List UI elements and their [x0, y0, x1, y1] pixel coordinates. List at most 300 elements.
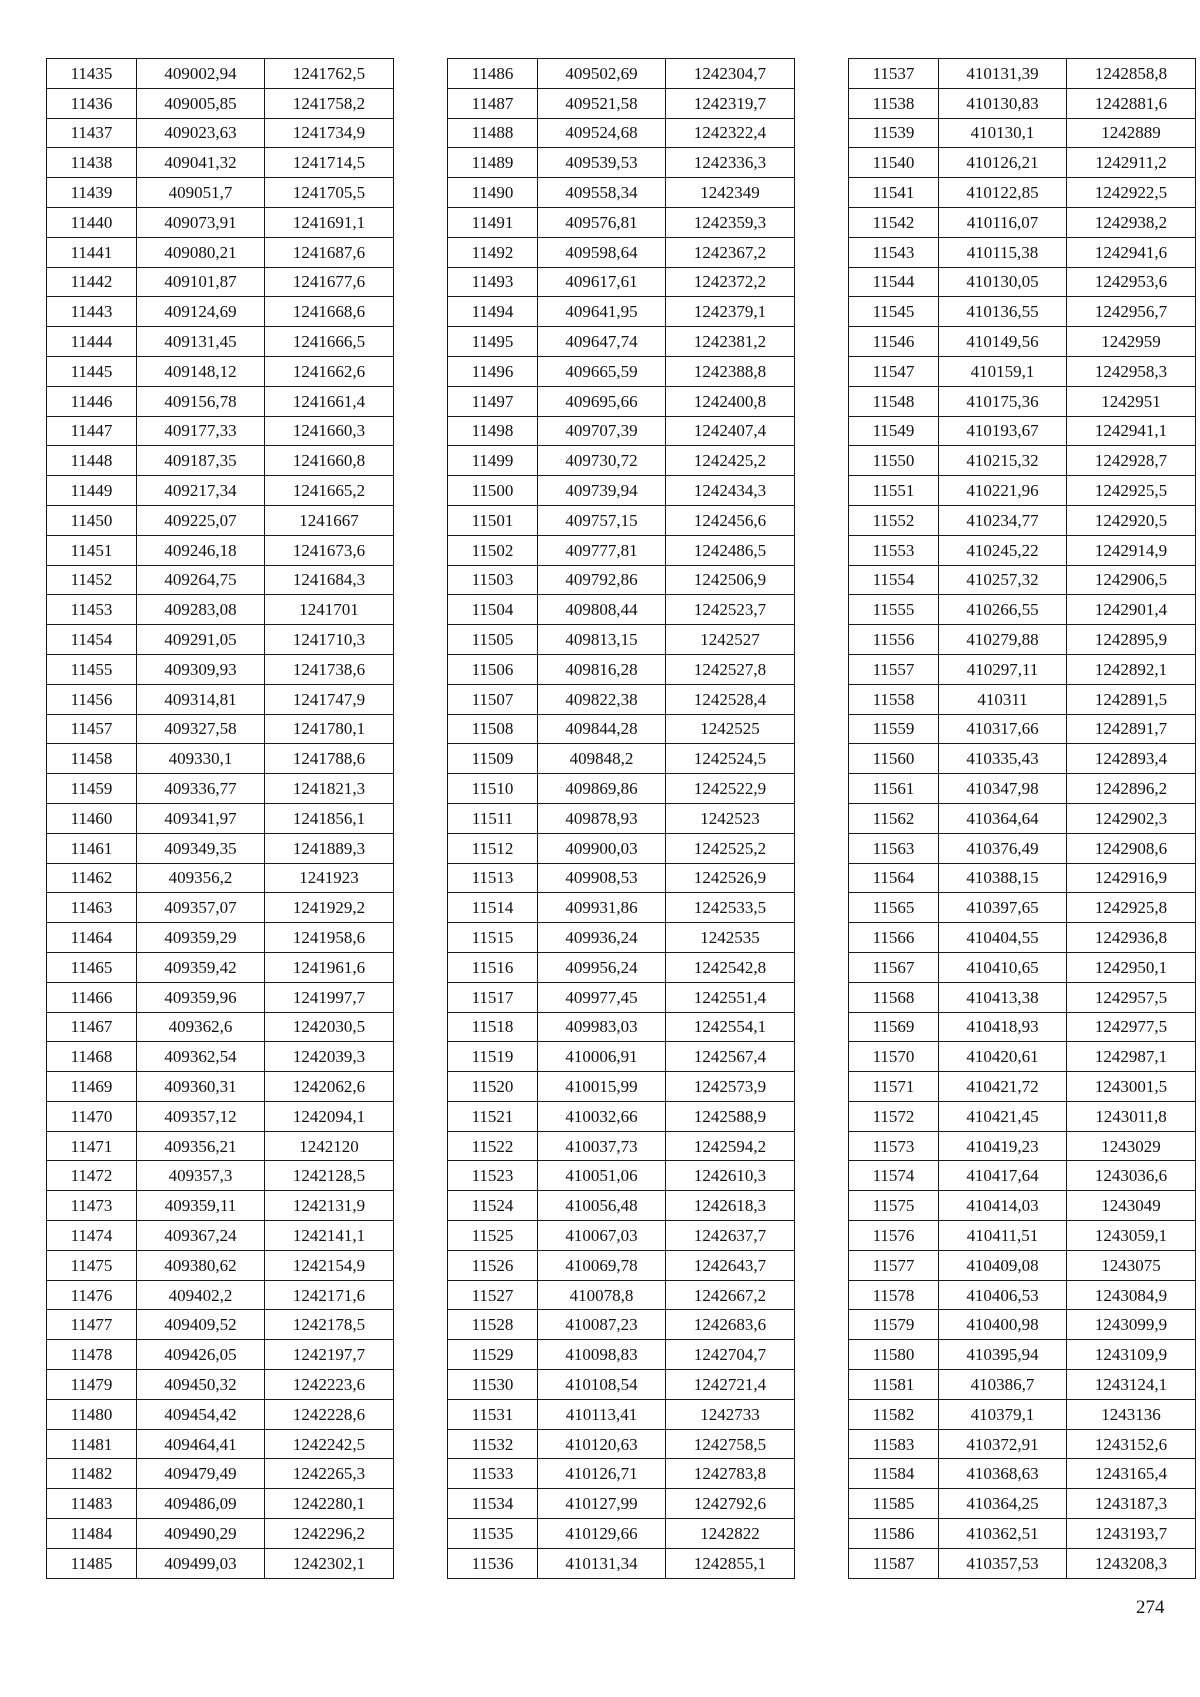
table-row [849, 1519, 1196, 1549]
table-row [448, 416, 795, 446]
y-coordinate-cell: 1241687,6 [265, 237, 394, 267]
point-number-cell: 11497 [448, 386, 538, 416]
y-coordinate-cell: 1242704,7 [666, 1340, 795, 1370]
x-coordinate-cell: 409023,63 [137, 118, 265, 148]
y-coordinate-cell: 1242567,4 [666, 1042, 795, 1072]
table-row [849, 863, 1196, 893]
point-number-cell: 11467 [47, 1012, 137, 1042]
table-row [448, 982, 795, 1012]
y-coordinate-cell: 1243136 [1067, 1399, 1196, 1429]
point-number-cell: 11473 [47, 1191, 137, 1221]
x-coordinate-cell: 410413,38 [939, 982, 1067, 1012]
x-coordinate-cell: 409264,75 [137, 565, 265, 595]
x-coordinate-cell: 410006,91 [538, 1042, 666, 1072]
x-coordinate-cell: 410037,73 [538, 1131, 666, 1161]
y-coordinate-cell: 1242959 [1067, 327, 1196, 357]
table-row [849, 1101, 1196, 1131]
x-coordinate-cell: 410406,53 [939, 1280, 1067, 1310]
y-coordinate-cell: 1242525 [666, 714, 795, 744]
point-number-cell: 11504 [448, 595, 538, 625]
table-row [448, 625, 795, 655]
y-coordinate-cell: 1242643,7 [666, 1250, 795, 1280]
x-coordinate-cell: 410421,72 [939, 1072, 1067, 1102]
point-number-cell: 11558 [849, 684, 939, 714]
point-number-cell: 11573 [849, 1131, 939, 1161]
table-row [47, 267, 394, 297]
table-row [849, 356, 1196, 386]
point-number-cell: 11459 [47, 774, 137, 804]
table-row [849, 207, 1196, 237]
point-number-cell: 11453 [47, 595, 137, 625]
y-coordinate-cell: 1241923 [265, 863, 394, 893]
x-coordinate-cell: 409148,12 [137, 356, 265, 386]
x-coordinate-cell: 409499,03 [137, 1548, 265, 1578]
table-row [47, 923, 394, 953]
table-row [47, 595, 394, 625]
y-coordinate-cell: 1241667 [265, 505, 394, 535]
point-number-cell: 11465 [47, 952, 137, 982]
y-coordinate-cell: 1242721,4 [666, 1370, 795, 1400]
y-coordinate-cell: 1242901,4 [1067, 595, 1196, 625]
y-coordinate-cell: 1242434,3 [666, 476, 795, 506]
table-row [849, 416, 1196, 446]
point-number-cell: 11537 [849, 59, 939, 89]
x-coordinate-cell: 410419,23 [939, 1131, 1067, 1161]
x-coordinate-cell: 409177,33 [137, 416, 265, 446]
table-row [448, 1280, 795, 1310]
x-coordinate-cell: 410347,98 [939, 774, 1067, 804]
point-number-cell: 11452 [47, 565, 137, 595]
point-number-cell: 11585 [849, 1489, 939, 1519]
table-row [47, 476, 394, 506]
x-coordinate-cell: 409359,42 [137, 952, 265, 982]
table-row [849, 59, 1196, 89]
x-coordinate-cell: 410297,11 [939, 654, 1067, 684]
table-row [47, 178, 394, 208]
table-row [448, 476, 795, 506]
point-number-cell: 11501 [448, 505, 538, 535]
point-number-cell: 11551 [849, 476, 939, 506]
y-coordinate-cell: 1242527 [666, 625, 795, 655]
y-coordinate-cell: 1242304,7 [666, 59, 795, 89]
x-coordinate-cell: 410159,1 [939, 356, 1067, 386]
y-coordinate-cell: 1241929,2 [265, 893, 394, 923]
x-coordinate-cell: 410130,1 [939, 118, 1067, 148]
table-row [849, 654, 1196, 684]
x-coordinate-cell: 410317,66 [939, 714, 1067, 744]
point-number-cell: 11476 [47, 1280, 137, 1310]
x-coordinate-cell: 409131,45 [137, 327, 265, 357]
y-coordinate-cell: 1241673,6 [265, 535, 394, 565]
x-coordinate-cell: 409402,2 [137, 1280, 265, 1310]
y-coordinate-cell: 1242154,9 [265, 1250, 394, 1280]
point-number-cell: 11566 [849, 923, 939, 953]
table-row [47, 1042, 394, 1072]
x-coordinate-cell: 409931,86 [538, 893, 666, 923]
point-number-cell: 11571 [849, 1072, 939, 1102]
y-coordinate-cell: 1242893,4 [1067, 744, 1196, 774]
y-coordinate-cell: 1241889,3 [265, 833, 394, 863]
table-row [448, 237, 795, 267]
x-coordinate-cell: 409336,77 [137, 774, 265, 804]
table-row [448, 1012, 795, 1042]
point-number-cell: 11529 [448, 1340, 538, 1370]
y-coordinate-cell: 1242197,7 [265, 1340, 394, 1370]
y-coordinate-cell: 1242094,1 [265, 1101, 394, 1131]
table-row [448, 1101, 795, 1131]
x-coordinate-cell: 410388,15 [939, 863, 1067, 893]
y-coordinate-cell: 1242916,9 [1067, 863, 1196, 893]
table-row [849, 1340, 1196, 1370]
table-row [47, 505, 394, 535]
point-number-cell: 11442 [47, 267, 137, 297]
table-row [849, 1310, 1196, 1340]
x-coordinate-cell: 410032,66 [538, 1101, 666, 1131]
table-row [448, 505, 795, 535]
y-coordinate-cell: 1242855,1 [666, 1548, 795, 1578]
y-coordinate-cell: 1242925,5 [1067, 476, 1196, 506]
point-number-cell: 11507 [448, 684, 538, 714]
x-coordinate-cell: 409977,45 [538, 982, 666, 1012]
x-coordinate-cell: 410056,48 [538, 1191, 666, 1221]
x-coordinate-cell: 409360,31 [137, 1072, 265, 1102]
y-coordinate-cell: 1243208,3 [1067, 1548, 1196, 1578]
x-coordinate-cell: 410149,56 [939, 327, 1067, 357]
point-number-cell: 11461 [47, 833, 137, 863]
y-coordinate-cell: 1242938,2 [1067, 207, 1196, 237]
table-row [47, 327, 394, 357]
x-coordinate-cell: 409041,32 [137, 148, 265, 178]
point-number-cell: 11544 [849, 267, 939, 297]
table-row [47, 714, 394, 744]
y-coordinate-cell: 1242407,4 [666, 416, 795, 446]
y-coordinate-cell: 1242758,5 [666, 1429, 795, 1459]
y-coordinate-cell: 1242733 [666, 1399, 795, 1429]
y-coordinate-cell: 1242914,9 [1067, 535, 1196, 565]
point-number-cell: 11535 [448, 1519, 538, 1549]
y-coordinate-cell: 1242618,3 [666, 1191, 795, 1221]
y-coordinate-cell: 1243036,6 [1067, 1161, 1196, 1191]
table-row [448, 1399, 795, 1429]
table-row [849, 1250, 1196, 1280]
y-coordinate-cell: 1242379,1 [666, 297, 795, 327]
x-coordinate-cell: 410414,03 [939, 1191, 1067, 1221]
x-coordinate-cell: 409367,24 [137, 1221, 265, 1251]
table-row [849, 625, 1196, 655]
x-coordinate-cell: 409359,96 [137, 982, 265, 1012]
y-coordinate-cell: 1242895,9 [1067, 625, 1196, 655]
x-coordinate-cell: 409291,05 [137, 625, 265, 655]
point-number-cell: 11517 [448, 982, 538, 1012]
y-coordinate-cell: 1242891,5 [1067, 684, 1196, 714]
point-number-cell: 11439 [47, 178, 137, 208]
y-coordinate-cell: 1242120 [265, 1131, 394, 1161]
point-number-cell: 11437 [47, 118, 137, 148]
y-coordinate-cell: 1242920,5 [1067, 505, 1196, 535]
y-coordinate-cell: 1242523,7 [666, 595, 795, 625]
x-coordinate-cell: 410335,43 [939, 744, 1067, 774]
table-row [47, 654, 394, 684]
x-coordinate-cell: 409362,54 [137, 1042, 265, 1072]
table-row [849, 267, 1196, 297]
x-coordinate-cell: 409598,64 [538, 237, 666, 267]
table-row [448, 863, 795, 893]
y-coordinate-cell: 1242425,2 [666, 446, 795, 476]
point-number-cell: 11505 [448, 625, 538, 655]
y-coordinate-cell: 1242388,8 [666, 356, 795, 386]
y-coordinate-cell: 1242953,6 [1067, 267, 1196, 297]
x-coordinate-cell: 410357,53 [939, 1548, 1067, 1578]
table-row [448, 1548, 795, 1578]
x-coordinate-cell: 409359,29 [137, 923, 265, 953]
table-row [849, 893, 1196, 923]
table-row [448, 714, 795, 744]
table-row [47, 118, 394, 148]
y-coordinate-cell: 1241714,5 [265, 148, 394, 178]
table-row [448, 1519, 795, 1549]
y-coordinate-cell: 1241958,6 [265, 923, 394, 953]
y-coordinate-cell: 1241660,3 [265, 416, 394, 446]
table-row [849, 1489, 1196, 1519]
table-row [47, 863, 394, 893]
table-row [849, 1548, 1196, 1578]
table-row [849, 327, 1196, 357]
point-number-cell: 11545 [849, 297, 939, 327]
table-row [849, 744, 1196, 774]
y-coordinate-cell: 1242889 [1067, 118, 1196, 148]
point-number-cell: 11478 [47, 1340, 137, 1370]
table-row [448, 148, 795, 178]
x-coordinate-cell: 410418,93 [939, 1012, 1067, 1042]
table-row [47, 88, 394, 118]
point-number-cell: 11444 [47, 327, 137, 357]
point-number-cell: 11475 [47, 1250, 137, 1280]
point-number-cell: 11528 [448, 1310, 538, 1340]
x-coordinate-cell: 409822,38 [538, 684, 666, 714]
point-number-cell: 11457 [47, 714, 137, 744]
y-coordinate-cell: 1242908,6 [1067, 833, 1196, 863]
point-number-cell: 11503 [448, 565, 538, 595]
x-coordinate-cell: 409454,42 [137, 1399, 265, 1429]
point-number-cell: 11526 [448, 1250, 538, 1280]
x-coordinate-cell: 409356,21 [137, 1131, 265, 1161]
point-number-cell: 11510 [448, 774, 538, 804]
point-number-cell: 11531 [448, 1399, 538, 1429]
point-number-cell: 11559 [849, 714, 939, 744]
point-number-cell: 11538 [849, 88, 939, 118]
y-coordinate-cell: 1241762,5 [265, 59, 394, 89]
x-coordinate-cell: 410127,99 [538, 1489, 666, 1519]
y-coordinate-cell: 1242506,9 [666, 565, 795, 595]
x-coordinate-cell: 410108,54 [538, 1370, 666, 1400]
table-row [448, 88, 795, 118]
table-row [47, 297, 394, 327]
x-coordinate-cell: 410131,39 [939, 59, 1067, 89]
x-coordinate-cell: 410364,64 [939, 803, 1067, 833]
x-coordinate-cell: 409869,86 [538, 774, 666, 804]
point-number-cell: 11587 [849, 1548, 939, 1578]
x-coordinate-cell: 410417,64 [939, 1161, 1067, 1191]
y-coordinate-cell: 1242141,1 [265, 1221, 394, 1251]
x-coordinate-cell: 409808,44 [538, 595, 666, 625]
point-number-cell: 11580 [849, 1340, 939, 1370]
point-number-cell: 11533 [448, 1459, 538, 1489]
x-coordinate-cell: 410193,67 [939, 416, 1067, 446]
table-row [448, 1429, 795, 1459]
point-number-cell: 11482 [47, 1459, 137, 1489]
x-coordinate-cell: 410409,08 [939, 1250, 1067, 1280]
x-coordinate-cell: 409380,62 [137, 1250, 265, 1280]
x-coordinate-cell: 409983,03 [538, 1012, 666, 1042]
x-coordinate-cell: 410368,63 [939, 1459, 1067, 1489]
point-number-cell: 11464 [47, 923, 137, 953]
y-coordinate-cell: 1242400,8 [666, 386, 795, 416]
x-coordinate-cell: 409617,61 [538, 267, 666, 297]
table-row [448, 1042, 795, 1072]
table-row [47, 237, 394, 267]
y-coordinate-cell: 1242367,2 [666, 237, 795, 267]
x-coordinate-cell: 410411,51 [939, 1221, 1067, 1251]
table-row [47, 59, 394, 89]
x-coordinate-cell: 410400,98 [939, 1310, 1067, 1340]
point-number-cell: 11577 [849, 1250, 939, 1280]
y-coordinate-cell: 1242925,8 [1067, 893, 1196, 923]
table-row [448, 297, 795, 327]
table-row [849, 505, 1196, 535]
y-coordinate-cell: 1242922,5 [1067, 178, 1196, 208]
table-row [47, 1131, 394, 1161]
x-coordinate-cell: 410129,66 [538, 1519, 666, 1549]
x-coordinate-cell: 409359,11 [137, 1191, 265, 1221]
table-row [448, 59, 795, 89]
x-coordinate-cell: 409792,86 [538, 565, 666, 595]
point-number-cell: 11556 [849, 625, 939, 655]
y-coordinate-cell: 1242223,6 [265, 1370, 394, 1400]
table-row [849, 1399, 1196, 1429]
point-number-cell: 11486 [448, 59, 538, 89]
y-coordinate-cell: 1242594,2 [666, 1131, 795, 1161]
x-coordinate-cell: 409187,35 [137, 446, 265, 476]
y-coordinate-cell: 1242526,9 [666, 863, 795, 893]
table-row [448, 1131, 795, 1161]
y-coordinate-cell: 1242792,6 [666, 1489, 795, 1519]
x-coordinate-cell: 410421,45 [939, 1101, 1067, 1131]
x-coordinate-cell: 409813,15 [538, 625, 666, 655]
y-coordinate-cell: 1242977,5 [1067, 1012, 1196, 1042]
page-number: 274 [1136, 1597, 1165, 1618]
table-row [47, 356, 394, 386]
point-number-cell: 11509 [448, 744, 538, 774]
y-coordinate-cell: 1242535 [666, 923, 795, 953]
x-coordinate-cell: 410410,65 [939, 952, 1067, 982]
point-number-cell: 11555 [849, 595, 939, 625]
point-number-cell: 11468 [47, 1042, 137, 1072]
point-number-cell: 11582 [849, 1399, 939, 1429]
table-row [47, 386, 394, 416]
y-coordinate-cell: 1242039,3 [265, 1042, 394, 1072]
point-number-cell: 11547 [849, 356, 939, 386]
x-coordinate-cell: 409900,03 [538, 833, 666, 863]
x-coordinate-cell: 410015,99 [538, 1072, 666, 1102]
point-number-cell: 11447 [47, 416, 137, 446]
table-row [47, 1399, 394, 1429]
point-number-cell: 11487 [448, 88, 538, 118]
y-coordinate-cell: 1241677,6 [265, 267, 394, 297]
point-number-cell: 11472 [47, 1161, 137, 1191]
point-number-cell: 11546 [849, 327, 939, 357]
point-number-cell: 11511 [448, 803, 538, 833]
x-coordinate-cell: 410130,05 [939, 267, 1067, 297]
point-number-cell: 11541 [849, 178, 939, 208]
x-coordinate-cell: 410386,7 [939, 1370, 1067, 1400]
x-coordinate-cell: 409246,18 [137, 535, 265, 565]
table-row [47, 625, 394, 655]
x-coordinate-cell: 410175,36 [939, 386, 1067, 416]
x-coordinate-cell: 409739,94 [538, 476, 666, 506]
point-number-cell: 11550 [849, 446, 939, 476]
table-row [849, 1429, 1196, 1459]
point-number-cell: 11450 [47, 505, 137, 535]
y-coordinate-cell: 1242319,7 [666, 88, 795, 118]
x-coordinate-cell: 409665,59 [538, 356, 666, 386]
table-row [849, 297, 1196, 327]
table-row [849, 803, 1196, 833]
y-coordinate-cell: 1241701 [265, 595, 394, 625]
y-coordinate-cell: 1242936,8 [1067, 923, 1196, 953]
point-number-cell: 11470 [47, 1101, 137, 1131]
x-coordinate-cell: 409357,07 [137, 893, 265, 923]
point-number-cell: 11438 [47, 148, 137, 178]
table-row [448, 595, 795, 625]
point-number-cell: 11448 [47, 446, 137, 476]
y-coordinate-cell: 1242336,3 [666, 148, 795, 178]
point-number-cell: 11524 [448, 1191, 538, 1221]
table-row [47, 1101, 394, 1131]
table-row [47, 952, 394, 982]
table-row [47, 1548, 394, 1578]
y-coordinate-cell: 1242527,8 [666, 654, 795, 684]
table-row [849, 1370, 1196, 1400]
x-coordinate-cell: 410234,77 [939, 505, 1067, 535]
y-coordinate-cell: 1241734,9 [265, 118, 394, 148]
point-number-cell: 11552 [849, 505, 939, 535]
y-coordinate-cell: 1242637,7 [666, 1221, 795, 1251]
x-coordinate-cell: 410126,71 [538, 1459, 666, 1489]
table-row [47, 1310, 394, 1340]
table-row [448, 1250, 795, 1280]
table-row [47, 1250, 394, 1280]
table-row [448, 1340, 795, 1370]
point-number-cell: 11477 [47, 1310, 137, 1340]
x-coordinate-cell: 409464,41 [137, 1429, 265, 1459]
point-number-cell: 11530 [448, 1370, 538, 1400]
x-coordinate-cell: 409330,1 [137, 744, 265, 774]
table-row [849, 714, 1196, 744]
table-row [47, 833, 394, 863]
point-number-cell: 11481 [47, 1429, 137, 1459]
table-row [47, 982, 394, 1012]
table-row [448, 356, 795, 386]
x-coordinate-cell: 409002,94 [137, 59, 265, 89]
y-coordinate-cell: 1242228,6 [265, 1399, 394, 1429]
y-coordinate-cell: 1242522,9 [666, 774, 795, 804]
table-row [47, 1459, 394, 1489]
y-coordinate-cell: 1242030,5 [265, 1012, 394, 1042]
x-coordinate-cell: 409450,32 [137, 1370, 265, 1400]
x-coordinate-cell: 409757,15 [538, 505, 666, 535]
table-row [849, 118, 1196, 148]
y-coordinate-cell: 1241662,6 [265, 356, 394, 386]
